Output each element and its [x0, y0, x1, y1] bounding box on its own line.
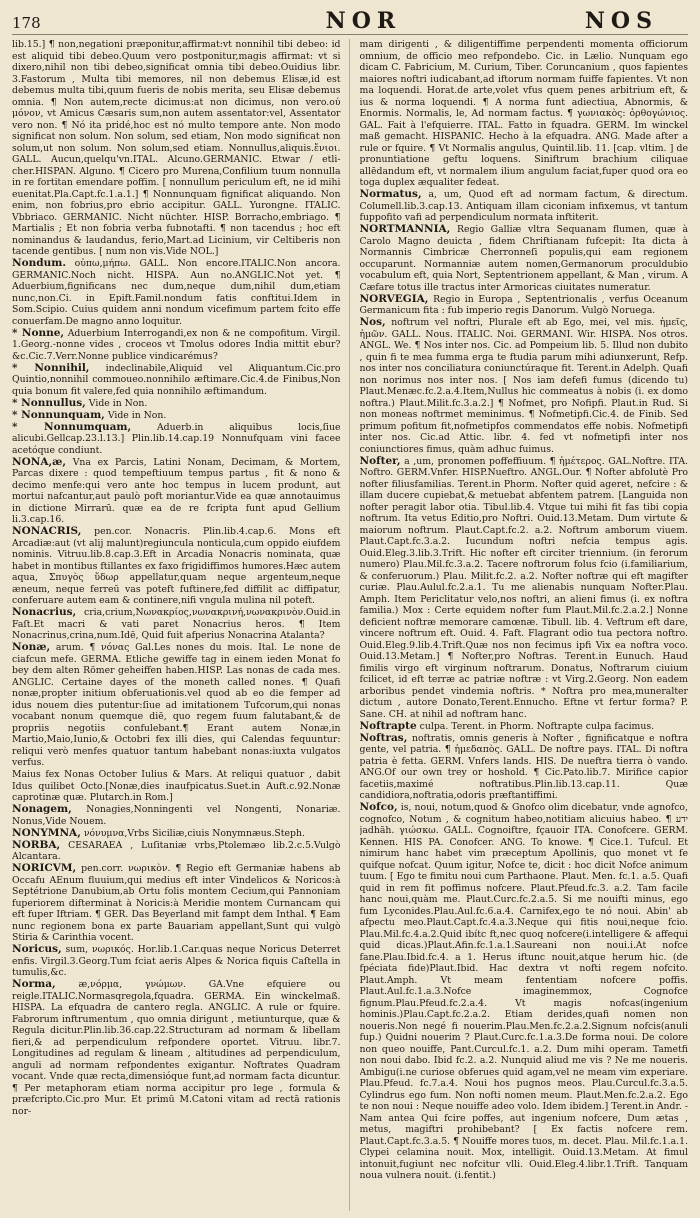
entry-headword: Nonagem, — [12, 803, 72, 815]
entry-text: noftrum vel noftri, Plurale eft ab Ego, mei, vel mis. ἡμεῖς, ἡμῶν. GALL. Nous. ITALIC. Noi. GERMANI. Wir. HISPA. Nos otros. ANGL. We. ¶ Nos inter nos. Cic. ad Pompeium lib. 5. Illud non dubito , quin fi te mea fumma erga te ftudia parum mihi adiunxerunt, Refp. nos inter nos conciliatura coniunctúraque fit. Terent.in Adelph. Quafi non norimus nos inter nos. [ Nos iam defefi fumus (dicendo tu) Plaut.Menæc.fc.2.a.4.Item,Nullus hic commeatus à nobis (i. ex domo noftra.) Plaut.Milit.fc.3.a.2.] ¶ Nofmet, pro Nofipfi. Plaut.in Rud. Si non moneas noftrmet meminimus. ¶ Nofmetipfi.Cic.4. de Finib. Sed primum pofitum fit,nofmetipfos commendatos effe nobis. Nofmetipfi inter nos. Cic.ad Attic. libr. 4. fed vt nofmetipfi inter nos coniunctiores fimus, quàm adhuc fuimus. — [359, 317, 688, 455]
entry-headword: Norma, — [12, 978, 56, 990]
entry-text: lib.15.] ¶ non,negationi præponitur,affirmat:vt nonnihil tibi debeo: id est aliquid tibi debeo.Quum vero postponitur,magis affirmat: vt si dixero,nihil non tibi debeo,significat omnia tibi debeo.Ouidius libr. 3.Fastorum , Multa tibi memores, nil non debemus Elisæ,id est debemus multa tibi,quum fueris de nobis merita, seu Elisæ debemus omnia. ¶ Non autem,recte dicimus:at non dicimus, non vero.ού μόνον, vt Amicus Cæsaris sum,non autem assentator:vel, Assentator vero non. ¶ Nó ita pridé,hoc est nó multo tempore ante. Non modo significat non solum. Non solum, sed etiam, Non modo significat non solum,ut non solum. Non solum,sed etiam. Nonnullus,aliquis.ἔνιοι. GALL. Aucun,quelqu'vn.ITAL. Alcuno.GERMANIC. Etwar / etli- cher.HISPAN. Alguno. ¶ Cicero pro Murena,Confilium tuum nonnulla in re fortitan emendare poffim. [ nonnullum periculum eft, ne id mihi euenitat.Pla.Capt.fc.1.a.1.] ¶ Nonnunquam fignificat aliquando. Non enim, non fobrius,pro ebrio accipitur. GALL. Yurongne. ITALIC. Vbbriaco. GERMANIC. Nicht nüchter. HISP. Borracho,embriago. ¶ Martialis ; Et non fobria verba fubnotafti. ¶ non tacendus ; hoc eft nominandus & laudandus, ferio,Mart.ad Licinium, vir Celtiberis non tacende gentibus. [ num non vis.Vide NOL.] — [12, 39, 341, 257]
entry-text: Vide in Non. — [107, 409, 167, 421]
dictionary-entry — [12, 979, 341, 1117]
entry-text: a, um, Quod eft ad normam factum, & directum. Columell.lib.3.cap.13. Antiquam illam ciconiam infixemus, vt tantum fuppofito vafi ad perpendiculum normata inftiterit. — [359, 189, 688, 223]
dictionary-entry — [12, 258, 341, 327]
entry-text: Aduerb.in aliquibus locis,ſiue alicubi.Gellcap.23.l.13.] Plin.lib.14.cap.19 Nonnufquam vini facee acetóque condiunt. — [12, 421, 341, 456]
entry-text: Regio in Europa , Septentrionalis , verfus Oceanum Germanicum fita : fub imperio regis Danorum. Vulgò Noruega. — [359, 293, 688, 316]
dictionary-entry — [12, 363, 341, 398]
dictionary-entry — [360, 733, 689, 802]
entry-text: Vide in Non. — [88, 397, 148, 409]
entry-text: Regio Galliæ vltra Sequanam flumen, quæ à Carolo Magno deuicta , fidem Chriftianam fufcepit: Ita dicta à Normannis Cimbricæ Cherronneſi populis,qui eam regionem occuparunt. Normanniæ autem nomen,Germanorum proculdubio vocabulum eft, quia Nort, Septentrionem appellant, & Man , virum. A Cæfare totus ille tractus inter Armoricas ciuitates numeratur. — [359, 224, 688, 293]
entry-headword: Nonacrius, — [12, 606, 77, 618]
entry-text: a ,um, pronomen poffeffiuum. ¶ ἡμέτερος. GAL.Noftre. ITA. Noftro. GERM.Vnfer. HISP.Nueftro. ANGL.Our. ¶ Nofter abfolutè Pro nofter filiusfamilias. Terent.in Phorm. Nofter quid ageret, nefcire : & illam ducere cupiebat,& metuebat abfentem patrem. [Languida non nofter peragit labor otia. Tibul.lib.4. Vtque tui mihi fit fas tibi copia noftrum. Ita vetus Editio,pro Noftri. Ouid.13.Metam. Dum virtute & maiorum noftrum. Plaut.Capt.fc.2. a.2. Noftrum amborum viuem. Plaut.Capt.fc.3.a.2. Iucundum noftri nefcia tempus agis. Ouid.Eleg.3.lib.3.Trift. Hic nofter eft circiter triennium. (in ferorum numero) Plau.Mil.fc.3.a.2. Tacere noftrorum folus fcio (i.familiarium, & conferuorum.) Plau. Milit.fc.2. a.2. Nofter noftræ qui eft magifter curiæ. Plau.Aulul.fc.2.a.1. Tu me alienabis nunquam Nofter.Plau. Amph. Item Periclitatur velo,nos noftri, an alieni fimus (i. ex noftra familia.) Mox : Certe equidem nofter fum Plaut.Mil.fc.2.a.2.] Nonne deficient noftræ memorare camœnæ. Tibull. lib. 4. Veftrum eft dare, vincere noftrum eft. Ouid. 4. Faft. Flagrant odio tua pectora noftro. Ouid.Eleg.9.lib.4.Trift.Quæ nos non fecimus ipfi Vix ea noftra voco. Ouid.13.Metam.] ¶ Nofter,pro Noftras. Terent.in Eunuch. Haud fimilis virgo eft virginum noftrarum. Donatus, Noftrarum ciuium fcilicet, id eft terræ ac patriæ noftræ : vt Virg.2.Georg. Non eadem arboribus pendet vindemia noftris. * Noftra pro mea,muneralter dictum , autore Donato,Terent.Ennucho. Eftne vt fertur forma? P. Sane. CH. at nihil ad noftram hanc. — [359, 455, 688, 720]
entry-text: indeclinabile,Aliquid vel Aliquantum.Cic.pro Quintio,nonnihil commoueo.nonnihilo æftimare.Cic.4.de Finibus,Non quia bonum fit valere,fed quia nonnihilo æftimandum. — [12, 362, 341, 397]
running-head-left: NOR — [325, 8, 402, 34]
entry-text: cria,crium,Νωνακρίος,νωνακρινή,νωνακρινὸν.Ouid.in Faſt.Et macri & vati paret Nonacrius heros. ¶ Item Nonacrinus,crina,num.Idē, Quid fuit afperius Nonacrina Atalanta? — [12, 607, 341, 641]
entry-text: CESARAEA , Luſitaniæ vrbs,Ptolemæo lib.2.c.5.Vulgò Alcantara. — [12, 839, 341, 862]
entry-headword: Noricus, — [12, 943, 62, 955]
dictionary-entry — [12, 840, 341, 863]
dictionary-entry — [12, 642, 341, 769]
entry-text: sum, νωρικός. Hor.lib.1.Car.quas neque Noricus Deterret enfis. Virgil.3.Georg.Tum fciat aeris Alpes & Norica fiquis Caſtella in tumulis,&c. — [12, 944, 341, 978]
entry-text: noftratis, omnis generis à Nofter , fignificatque e noftra gente, vel patria. ¶ ἡμεδαπὸς. GALL. De noftre pays. ITAL. Di noftra patria è fetta. GERM. Vnfers lands. HIS. De nueftra tierra ò vando. ANG.Of our own trey or hoshold. ¶ Cic.Pato.lib.7. Mirifice capior facetiis,maximé noftratibus.Plin.lib.13.cap.11. Quæ candidiora,noftratia,odoris præftantiffimi. — [359, 732, 688, 801]
dictionary-entry — [12, 398, 341, 410]
dictionary-entry — [12, 944, 341, 979]
entry-text: Vna ex Parcis, Latini Nonam, Decimam, & Mortem, Parcas dixere : quod tempeftiuum tempus partus , fit & nono & decimo menfe:qui vero ante hoc tempus in lucem produnt, aut mortui nafcantur,aut paulò poft moriantur.Vide ea quæ annotauimus in dictione Mirrarū. quæ ea de re fcripta funt apud Gellium li.3.cap.16. — [12, 456, 341, 525]
entry-text: οὐπω,μήπω. GALL. Non encore.ITALIC.Non ancora. GERMANIC.Noch nicht. HISPA. Aun no.ANGLIC.Not yet. ¶ Aduerbium,fignificans nec dum,neque dum,nihil dum,etiam nunc,non.Ci. in Epift.Famil.nondum fatis conftitui.Idem in Som.Scipio. Cuius quidem anni nondum vicefimum partem fcito effe conuerfam.De magno anno loquitur. — [12, 258, 341, 327]
dictionary-entry — [12, 422, 341, 457]
entry-text: pen.corr. νωρικὸν. ¶ Regio eft Germaniæ habens ab Occafu AEnum fluuium,qui medius eft inter Vindelicos & Noricos:à Septétrione Danubium,ab Ortu folis montem Cecium,qui Pannoniam fuperiorem difterminat à Noricis:à Meridie montem Curnancam qui eft fuper Iftriam. ¶ GER. Das Beyerland mit fampt dem Inthal. ¶ Eam nunc regionem bona ex parte Bauariam appellant,Sunt qui vulgò Stiria & Carinthia vocent. — [12, 863, 341, 943]
entry-headword: NONA,æ, — [12, 455, 67, 468]
dictionary-entry — [12, 863, 341, 944]
entry-headword: * Nonnumquam, — [12, 420, 132, 433]
entry-headword: NORTMANNIA, — [359, 223, 451, 235]
dictionary-entry — [12, 39, 341, 258]
dictionary-entry — [360, 224, 689, 293]
entry-headword: Noftrapte — [359, 719, 417, 732]
page-header — [12, 8, 688, 35]
entry-headword: NONACRIS, — [12, 525, 82, 537]
dictionary-entry — [360, 294, 689, 317]
entry-headword: Nos, — [359, 316, 386, 328]
dictionary-entry — [360, 721, 689, 733]
entry-headword: * Nonnullus, — [12, 396, 86, 409]
entry-text: Nonagies,Nonningenti vel Nongenti, Nonariæ. Nonus,Vide Nouem. — [12, 804, 341, 827]
entry-headword: Nonæ, — [12, 641, 51, 653]
dictionary-entry — [360, 802, 689, 1182]
dictionary-entry — [360, 39, 689, 189]
dictionary-entry — [12, 804, 341, 827]
entry-headword: NONYMNA, — [12, 826, 81, 839]
dictionary-entry — [360, 317, 689, 455]
entry-headword: NORBA, — [12, 838, 61, 851]
dictionary-entry — [12, 457, 341, 526]
entry-text: æ,νόρμα, γνώμων. GA.Vne efquiere ou reigle.ITALIC.Normasqregola,fquadra. GERMA. Ein winckelmaß. HISPA. La efquadra de cantero regla. ANGLIC. A rule or fquire. Fabrorum inftrumentum , quo omnia dirigunt , metiunturque, quæ & Regula dicitur.Plin.lib.36.cap.22.Structuram ad normam & libellam fieri,& ad perpendiculum refpondere oportet. Vitruu. libr.7. Longitudines ad regulam & lineam , altitudines ad perpendiculum, anguli ad normam refpondentes exigantur. Noftrates Quadram vocant. Vnde quæ recta,dimensióque funt,ad normam facta dicuntur. ¶ Per metaphoram etiam norma accipitur pro lege , formula & præfcripto.Cic.pro Mur. Et primū M.Catoni vitam ad rectā rationis nor- — [12, 979, 341, 1117]
entry-headword: * Nonnihil, — [12, 361, 90, 374]
entry-headword: * Nonnunquam, — [12, 408, 105, 421]
dictionary-entry — [12, 607, 341, 642]
entry-headword: Normatus, — [359, 188, 422, 200]
entry-headword: NORICVM, — [12, 862, 77, 874]
left-column — [12, 39, 350, 1211]
entry-headword: NORVEGIA, — [359, 292, 429, 305]
entry-headword: Noftras, — [359, 731, 408, 744]
entry-text: arum. ¶ νόνας Gal.Les nones du mois. Ital. Le none de ciafcun mefe. GERMA. Etliche gewiffe tag in einem ieden Monat fo bey dem alten Römer geheiffen haben.HISP. Las nonas de cada mes. ANGLIC. Certaine dayes of the moneth called nones. ¶ Quafi nonæ,propter initium obferuationis.vel quod ab eo die femper ad idus nouem dies putentur:ſiue ad imitationem Tufcorum,qui nonas vocabant nonum quemque diē, quo regem fuum falutabant,& de propriis negotiis confulebant.¶ Erant autem Nonæ,in Martio,Maio,Iunio,& Octobri fex illi dies, qui Calendas fequuntur: reliqui verò menfes quatuor tantum habebant nonas:iuxta vulgatos verfus. — [12, 642, 341, 768]
entry-text: Maius fex Nonas October Iulius & Mars. At reliqui quatuor , dabit Idus quilibet Octo.[Nonæ,dies inaufpicatus.Suet.in Auft.c.92.Nonæ caprotinæ quæ. Plutarch.in Rom.] — [12, 769, 341, 803]
entry-headword: Nofco, — [359, 801, 398, 813]
right-column — [360, 39, 689, 1211]
dictionary-entry — [360, 189, 689, 224]
page-number: 178 — [12, 14, 41, 32]
dictionary-entry — [12, 526, 341, 607]
entry-text: νόνυμνα,Vrbs Siciliæ,ciuis Nonymnæus.Steph. — [83, 827, 305, 839]
entry-text: culpa. Terent. in Phorm. Noftrapte culpa facimus. — [419, 720, 655, 732]
entry-headword: * Nonne, — [12, 326, 65, 339]
entry-text: mam dirigenti , & diligentiffime perpendenti momenta officiorum omnium, de officio meo refpondebo. Cic. in Lælio. Nunquam ego dicam C. Fabricium, M. Curium, Tiber. Coruncanium , quos fapientes maiores noftri iudicabant,ad iftorum normam fuiffe fapientes. Vt non ma loquendi. Horat.de arte,volet vfus quem penes arbitrium eft, & ius & norma loquendi. ¶ A norma funt adiectiua, Abnormis, & Enormis. Normalis, le, Ad normam factus. ¶ γωνιακὸς: ὀρθογώνιος. GAL. Fait à l'efquierre. ITAL. Fatto in fquadra. GERM. Im winckel maß gemacht. HISPANIC. Hecho à la efquadra. ANG. Made after a rule or fquire. ¶ Vt Normalis angulus, Quintil.lib. 11. [cap. vltim. ] de pronuntiatione geftu loquens. Siniftrum brachium ciliquae allēdandum eft, vt normalem ilium angulum faciat,fuper quod ora eo toga duplex æqualiter fedeat. — [359, 39, 688, 188]
dictionary-entry — [360, 456, 689, 721]
dictionary-entry — [12, 769, 341, 804]
running-head-right: NOS — [584, 8, 658, 34]
dictionary-entry — [12, 328, 341, 363]
entry-headword: Nondum. — [12, 257, 66, 269]
entry-text: pen.cor. Nonacris. Plin.lib.4.cap.6. Mons eft Arcadiæ:aut (vt alij malunt)regiuncula nonticula,cum oppido eiufdem nominis. Vitruu.lib.8.cap.3.Eft in Arcadia Nonacris nominata, quæ habet in montibus ftillantes ex faxo frigidiffimos humores.Hæc autem aqua, Σπυγὸς ὕδωρ appellatur,quam neque argenteum,neque æneum, neque ferreū vas poteft fuftinere,fed diffilit ac diffipatur, conferuare autem eam & continere,nifi vngula mulina nil poteft. — [12, 526, 341, 606]
dictionary-entry — [12, 410, 341, 422]
dictionary-entry — [12, 828, 341, 840]
text-columns — [12, 39, 688, 1211]
entry-headword: Nofter, — [359, 454, 401, 467]
entry-text: is, noui, notum,quod & Gnofco olim dicebatur, vnde agnofco, cognofco, Notum , & cognitum habeo,notitiam alicuius habeo. ¶ ידע jadhāh. γιώσκω. GALL. Cognoiftre, fçauoir ITA. Conofcere. GERM. Kennen. HIS PA. Conofcer. ANG. To knowe. ¶ Cice.1. Tufcul. Et nimirum hanc habet vim præceptum Apollinis, quo monet vt fe quifque nofcat. Quum igitur, Nofce te, dicit : hoc dicit Nofce animum tuum. [ Ego te fimitu noui cum Parthaone. Plaut. Men. fc.1. a.5. Quafi quid in rem fit poffimus nofcere. Plaut.Pfeud.fc.3. a.2. Tam facile hanc noui,quàm me. Plaut.Curc.fc.2.a.5. Si me nouifti minus, ego fum Lyconides.Plau.Aul.fc.6.a.4. Carnifex,ego te nó noui. Abin' ab afpectu meo.Plaut.Capt.fc.4.a.3.Neque qui fitis noui,neque fcio. Plau.Mil.fc.4.a.2.Quid ibítc ft,nec quoq nofcere(i.intelligere & affequi quid dicas.)Plaut.Afin.fc.1.a.1.Saureani non noui.i.At nofce fane.Plau.Ibid.fc.4. a 1. Herus iftunc nouit,atque herum hic. (de fpéciata fide)Plaut.Ibid. Hac dextra vt nofti regem nofcito. Plaut.Amph. Vt meam fententiam nofcere poffis. Plaut.Aul.fc.1.a.3.Nofce imaginemmox, Cognofce fignum.Plau.Pfeud.fc.2.a.4. Vt magis nofcas(ingenium hominis.)Plau.Capt.fc.2.a.2. Etiam derides,quafi nomen non noueris.Non negé fi nouerim.Plau.Men.fc.2.a.2.Signum nofcis(anuli fup.) Quidni nouerim ? Plaut.Curc.fc.1.a.3.De forma noui. De colore non queo nouiffe, Pant.Curcul.fc.1. a.2. Dum mihi operam. Tametfi non noui dabo. Ibid fc.2. a.2. Nunquid aliud me vis ? Ne me noueris. Ambigu(i.ne curiose obferues quid agam,vel ne meam vim experiare. Plau.Pfeud. fc.7.a.4. Noui hos pugnos meos. Plau.Curcul.fc.3.a.5. Cylindrus ego fum. Non nofti nomen meum. Plaut.Men.fc.2.a.2. Ego te non noui : Neque nouiffe adeo volo. Idem ibidem.] Terent.in Andr. -Nam antea Qui fcire poffes, aut ingenium nofcere, Dum ætas , metus, magiftri prohibebant? [ Ex factis nofcere rem. Plaut.Capt.fc.3.a.5. ¶ Nouiffe mores tuos, m. decet. Plau. Mil.fc.1.a.1. Clypei celamina nouit. Mox, intelligit. Ouid.13.Metam. At fimul intonuit,fugiunt nec nofcitur vlli. Ouid.Eleg.4.libr.1.Trift. Tanquam noua vulnera nouit. (i.fentit.) — [359, 802, 688, 1181]
entry-text: Aduerbium Interrogandi,ex non & ne compofitum. Virgil. 1.Georg.-nonne vides , croceos vt Tmolus odores India mittit ebur? &c.Cic.7.Verr.Nonne publice vindicarémus? — [12, 327, 341, 362]
